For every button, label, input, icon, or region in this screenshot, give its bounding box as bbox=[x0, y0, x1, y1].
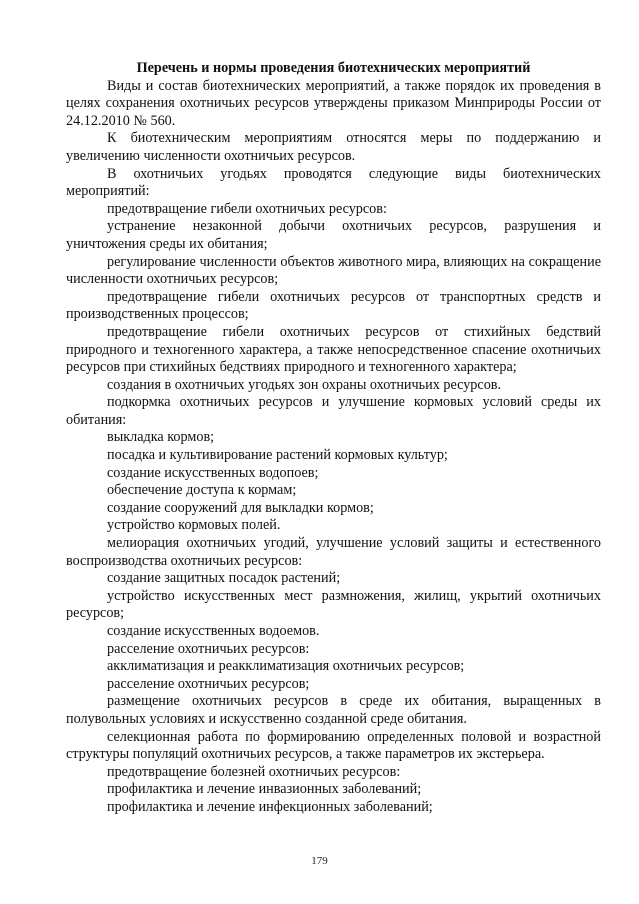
paragraph: мелиорация охотничьих угодий, улучшение условий защиты и естественного воспроизводства охотничьих ресурсов: bbox=[66, 535, 601, 569]
paragraph: устройство искусственных мест размножения, жилищ, укрытий охотничьих ресурсов; bbox=[66, 587, 601, 622]
paragraph: предотвращение гибели охотничьих ресурсов от транспортных средств и производственных процессов; bbox=[66, 288, 601, 323]
paragraph: создание искусственных водопоев; bbox=[107, 464, 319, 481]
paragraph: селекционная работа по формированию определенных половой и возрастной структуры популяций охотничьих ресурсов, а также параметров их экстерьера. bbox=[66, 728, 601, 763]
paragraph: К биотехническим мероприятиям относятся меры по поддержанию и увеличению численности охотничьих ресурсов. bbox=[66, 130, 601, 164]
page-number: 179 bbox=[311, 855, 328, 867]
paragraph: предотвращение гибели охотничьих ресурсов от стихийных бедствий природного и техногенного характера, а также непосредственное спасение охотничьих ресурсов при стихийных бедствиях природного и техногенного характера; bbox=[66, 323, 601, 376]
paragraph: регулирование численности объектов животного мира, влияющих на сокращение численности охотничьих ресурсов; bbox=[66, 253, 601, 288]
paragraph: расселение охотничьих ресурсов; bbox=[107, 675, 310, 692]
paragraph: предотвращение болезней охотничьих ресурсов: bbox=[107, 763, 401, 780]
paragraph: устранение незаконной добычи охотничьих ресурсов, разрушения и уничтожения среды их обитания; bbox=[66, 218, 601, 252]
paragraph: устройство кормовых полей. bbox=[107, 517, 281, 534]
paragraph: создание искусственных водоемов. bbox=[107, 623, 320, 639]
paragraph: расселение охотничьих ресурсов: bbox=[107, 640, 310, 657]
paragraph: создание сооружений для выкладки кормов; bbox=[107, 499, 374, 516]
paragraph: создание защитных посадок растений; bbox=[107, 570, 341, 587]
paragraph: посадка и культивирование растений кормовых культур; bbox=[107, 447, 448, 464]
document-title: Перечень и нормы проведения биотехнических мероприятий bbox=[136, 60, 531, 76]
paragraph: Виды и состав биотехнических мероприятий, а также порядок их проведения в целях сохранения охотничьих ресурсов утверждены приказом Минприроды России от 24.12.2010 № 560. bbox=[66, 77, 601, 129]
document-body bbox=[66, 60, 601, 817]
paragraph: обеспечение доступа к кормам; bbox=[107, 482, 297, 499]
paragraph: профилактика и лечение инвазионных заболеваний; bbox=[107, 781, 422, 798]
paragraph: подкормка охотничьих ресурсов и улучшение кормовых условий среды их обитания: bbox=[66, 394, 601, 428]
paragraph: акклиматизация и реакклиматизация охотничьих ресурсов; bbox=[107, 658, 465, 675]
paragraph: В охотничьих угодьях проводятся следующие виды биотехнических мероприятий: bbox=[66, 165, 601, 200]
paragraph: предотвращение гибели охотничьих ресурсов: bbox=[107, 200, 387, 217]
paragraph: размещение охотничьих ресурсов в среде их обитания, выращенных в полувольных условиях и искусственно созданной среде обитания. bbox=[66, 693, 601, 727]
paragraph: выкладка кормов; bbox=[107, 429, 215, 446]
paragraph: профилактика и лечение инфекционных заболеваний; bbox=[107, 798, 433, 815]
paragraph: создания в охотничьих угодьях зон охраны охотничьих ресурсов. bbox=[107, 376, 502, 393]
